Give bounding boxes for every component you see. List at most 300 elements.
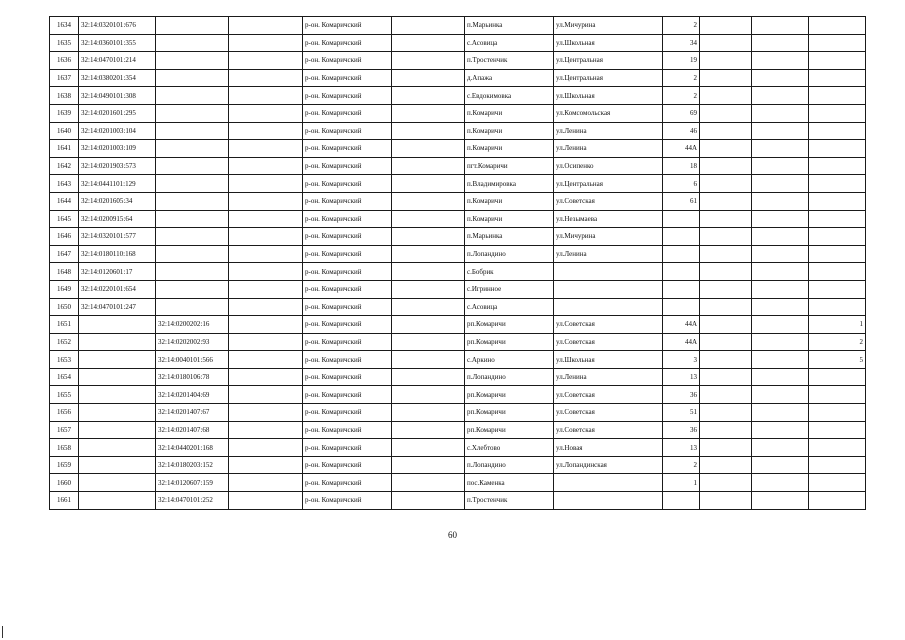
apartment-number-cell	[809, 368, 866, 386]
settlement-cell: п.Марьинка	[465, 228, 554, 246]
house-number-cell	[663, 298, 700, 316]
table-row	[50, 263, 866, 281]
street-cell: ул.Советская	[554, 333, 663, 351]
empty-cell	[752, 157, 809, 175]
empty-cell	[392, 263, 465, 281]
table-row	[50, 140, 866, 158]
cadastral-number-cell: 32:14:0320101:577	[79, 228, 156, 246]
row-number-cell: 1644	[50, 192, 79, 210]
empty-cell	[700, 368, 752, 386]
district-cell: р-он. Комаричский	[303, 474, 392, 492]
house-number-cell: 2	[663, 87, 700, 105]
empty-cell	[229, 34, 303, 52]
empty-cell	[700, 104, 752, 122]
house-number-cell	[663, 245, 700, 263]
table-row	[50, 228, 866, 246]
empty-cell	[392, 34, 465, 52]
table-row	[50, 439, 866, 457]
cadastral-number-cell: 32:14:0201605:34	[79, 192, 156, 210]
district-cell: р-он. Комаричский	[303, 333, 392, 351]
street-cell: ул.Ленина	[554, 245, 663, 263]
empty-cell	[700, 122, 752, 140]
empty-cell	[752, 492, 809, 510]
street-cell	[554, 298, 663, 316]
house-number-cell	[663, 280, 700, 298]
row-number-cell: 1638	[50, 87, 79, 105]
settlement-cell: рп.Комаричи	[465, 386, 554, 404]
house-number-cell: 46	[663, 122, 700, 140]
district-cell: р-он. Комаричский	[303, 263, 392, 281]
empty-cell	[392, 333, 465, 351]
house-number-cell: 36	[663, 421, 700, 439]
row-number-cell: 1648	[50, 263, 79, 281]
house-number-cell: 44А	[663, 333, 700, 351]
row-number-cell: 1646	[50, 228, 79, 246]
street-cell: ул.Центральная	[554, 175, 663, 193]
table-row	[50, 87, 866, 105]
property-register-table	[49, 16, 866, 510]
house-number-cell	[663, 263, 700, 281]
cadastral-number-alt-cell: 32:14:0180106:78	[156, 368, 229, 386]
street-cell: ул.Школьная	[554, 351, 663, 369]
row-number-cell: 1636	[50, 52, 79, 70]
empty-cell	[229, 351, 303, 369]
cadastral-number-alt-cell	[156, 280, 229, 298]
street-cell: ул.Ленина	[554, 140, 663, 158]
empty-cell	[752, 333, 809, 351]
empty-cell	[752, 386, 809, 404]
district-cell: р-он. Комаричский	[303, 140, 392, 158]
empty-cell	[700, 316, 752, 334]
empty-cell	[752, 52, 809, 70]
district-cell: р-он. Комаричский	[303, 368, 392, 386]
empty-cell	[752, 298, 809, 316]
apartment-number-cell	[809, 456, 866, 474]
empty-cell	[392, 52, 465, 70]
apartment-number-cell	[809, 386, 866, 404]
empty-cell	[752, 175, 809, 193]
empty-cell	[392, 439, 465, 457]
empty-cell	[700, 34, 752, 52]
empty-cell	[392, 69, 465, 87]
empty-cell	[392, 280, 465, 298]
empty-cell	[392, 17, 465, 35]
apartment-number-cell	[809, 87, 866, 105]
district-cell: р-он. Комаричский	[303, 17, 392, 35]
district-cell: р-он. Комаричский	[303, 122, 392, 140]
row-number-cell: 1635	[50, 34, 79, 52]
cadastral-number-cell	[79, 351, 156, 369]
empty-cell	[700, 157, 752, 175]
house-number-cell: 2	[663, 456, 700, 474]
settlement-cell: с.Игринное	[465, 280, 554, 298]
house-number-cell: 2	[663, 17, 700, 35]
empty-cell	[392, 122, 465, 140]
settlement-cell: п.Комаричи	[465, 210, 554, 228]
empty-cell	[752, 210, 809, 228]
table-row	[50, 368, 866, 386]
empty-cell	[229, 104, 303, 122]
cadastral-number-alt-cell	[156, 34, 229, 52]
settlement-cell: п.Лопандино	[465, 245, 554, 263]
settlement-cell: рп.Комаричи	[465, 421, 554, 439]
apartment-number-cell	[809, 298, 866, 316]
row-number-cell: 1634	[50, 17, 79, 35]
empty-cell	[392, 245, 465, 263]
street-cell: ул.Ленина	[554, 368, 663, 386]
house-number-cell: 2	[663, 69, 700, 87]
house-number-cell: 61	[663, 192, 700, 210]
empty-cell	[700, 228, 752, 246]
cadastral-number-alt-cell	[156, 104, 229, 122]
apartment-number-cell	[809, 228, 866, 246]
cadastral-number-alt-cell	[156, 87, 229, 105]
row-number-cell: 1651	[50, 316, 79, 334]
empty-cell	[752, 474, 809, 492]
cadastral-number-alt-cell: 32:14:0040101:566	[156, 351, 229, 369]
apartment-number-cell	[809, 52, 866, 70]
table-row	[50, 104, 866, 122]
empty-cell	[700, 456, 752, 474]
cadastral-number-alt-cell: 32:14:0202002:93	[156, 333, 229, 351]
district-cell: р-он. Комаричский	[303, 316, 392, 334]
street-cell: ул.Советская	[554, 386, 663, 404]
settlement-cell: с.Хлебтово	[465, 439, 554, 457]
empty-cell	[700, 298, 752, 316]
cadastral-number-cell	[79, 474, 156, 492]
house-number-cell: 44А	[663, 140, 700, 158]
table-row	[50, 386, 866, 404]
empty-cell	[229, 263, 303, 281]
settlement-cell: п.Тростенчик	[465, 52, 554, 70]
empty-cell	[229, 17, 303, 35]
apartment-number-cell	[809, 474, 866, 492]
empty-cell	[229, 368, 303, 386]
house-number-cell: 69	[663, 104, 700, 122]
empty-cell	[700, 69, 752, 87]
empty-cell	[229, 228, 303, 246]
empty-cell	[752, 228, 809, 246]
row-number-cell: 1637	[50, 69, 79, 87]
apartment-number-cell	[809, 210, 866, 228]
empty-cell	[229, 192, 303, 210]
empty-cell	[229, 386, 303, 404]
empty-cell	[229, 140, 303, 158]
settlement-cell: д.Апажа	[465, 69, 554, 87]
empty-cell	[752, 263, 809, 281]
settlement-cell: п.Комаричи	[465, 192, 554, 210]
row-number-cell: 1642	[50, 157, 79, 175]
district-cell: р-он. Комаричский	[303, 175, 392, 193]
cadastral-number-alt-cell: 32:14:0201407:68	[156, 421, 229, 439]
empty-cell	[752, 69, 809, 87]
street-cell: ул.Центральная	[554, 52, 663, 70]
street-cell	[554, 474, 663, 492]
empty-cell	[392, 456, 465, 474]
district-cell: р-он. Комаричский	[303, 69, 392, 87]
table-row	[50, 351, 866, 369]
table-row	[50, 34, 866, 52]
empty-cell	[752, 122, 809, 140]
settlement-cell: п.Комаричи	[465, 122, 554, 140]
cadastral-number-cell	[79, 316, 156, 334]
street-cell: ул.Новая	[554, 439, 663, 457]
apartment-number-cell	[809, 17, 866, 35]
empty-cell	[229, 404, 303, 422]
table-row	[50, 298, 866, 316]
street-cell: ул.Советская	[554, 316, 663, 334]
settlement-cell: с.Евдокимовка	[465, 87, 554, 105]
settlement-cell: с.Асовица	[465, 34, 554, 52]
district-cell: р-он. Комаричский	[303, 245, 392, 263]
row-number-cell: 1656	[50, 404, 79, 422]
row-number-cell: 1639	[50, 104, 79, 122]
cadastral-number-alt-cell: 32:14:0200202:16	[156, 316, 229, 334]
table-row	[50, 245, 866, 263]
apartment-number-cell	[809, 175, 866, 193]
street-cell	[554, 263, 663, 281]
cadastral-number-cell: 32:14:0180110:168	[79, 245, 156, 263]
empty-cell	[752, 245, 809, 263]
district-cell: р-он. Комаричский	[303, 228, 392, 246]
cadastral-number-cell: 32:14:0380201:354	[79, 69, 156, 87]
empty-cell	[229, 439, 303, 457]
district-cell: р-он. Комаричский	[303, 421, 392, 439]
table-row	[50, 192, 866, 210]
cadastral-number-alt-cell: 32:14:0440201:168	[156, 439, 229, 457]
empty-cell	[229, 175, 303, 193]
cadastral-number-cell: 32:14:0201903:573	[79, 157, 156, 175]
street-cell: ул.Ленина	[554, 122, 663, 140]
cadastral-number-alt-cell	[156, 69, 229, 87]
cadastral-number-alt-cell	[156, 263, 229, 281]
apartment-number-cell	[809, 404, 866, 422]
empty-cell	[752, 34, 809, 52]
row-number-cell: 1649	[50, 280, 79, 298]
empty-cell	[752, 316, 809, 334]
empty-cell	[752, 404, 809, 422]
settlement-cell: п.Комаричи	[465, 140, 554, 158]
table-body	[50, 17, 866, 510]
table-row	[50, 52, 866, 70]
empty-cell	[392, 87, 465, 105]
cadastral-number-cell	[79, 386, 156, 404]
empty-cell	[700, 333, 752, 351]
empty-cell	[752, 280, 809, 298]
row-number-cell: 1647	[50, 245, 79, 263]
street-cell: ул.Мичурина	[554, 17, 663, 35]
row-number-cell: 1645	[50, 210, 79, 228]
row-number-cell: 1659	[50, 456, 79, 474]
apartment-number-cell	[809, 245, 866, 263]
empty-cell	[700, 192, 752, 210]
empty-cell	[392, 210, 465, 228]
house-number-cell: 51	[663, 404, 700, 422]
empty-cell	[392, 351, 465, 369]
empty-cell	[700, 52, 752, 70]
empty-cell	[392, 192, 465, 210]
cadastral-number-alt-cell	[156, 17, 229, 35]
street-cell: ул.Школьная	[554, 34, 663, 52]
empty-cell	[229, 157, 303, 175]
empty-cell	[229, 245, 303, 263]
apartment-number-cell	[809, 157, 866, 175]
table-row	[50, 456, 866, 474]
empty-cell	[700, 140, 752, 158]
empty-cell	[752, 456, 809, 474]
house-number-cell	[663, 210, 700, 228]
empty-cell	[700, 421, 752, 439]
empty-cell	[392, 421, 465, 439]
settlement-cell: п.Владимировка	[465, 175, 554, 193]
empty-cell	[700, 263, 752, 281]
settlement-cell: рп.Комаричи	[465, 404, 554, 422]
street-cell: ул.Советская	[554, 404, 663, 422]
empty-cell	[700, 87, 752, 105]
cadastral-number-alt-cell: 32:14:0201407:67	[156, 404, 229, 422]
cadastral-number-cell	[79, 404, 156, 422]
empty-cell	[700, 280, 752, 298]
empty-cell	[700, 17, 752, 35]
empty-cell	[229, 280, 303, 298]
cadastral-number-alt-cell	[156, 140, 229, 158]
empty-cell	[229, 456, 303, 474]
settlement-cell: п.Марьинка	[465, 17, 554, 35]
cadastral-number-cell: 32:14:0320101:676	[79, 17, 156, 35]
district-cell: р-он. Комаричский	[303, 104, 392, 122]
street-cell: ул.Советская	[554, 421, 663, 439]
empty-cell	[700, 210, 752, 228]
empty-cell	[229, 52, 303, 70]
apartment-number-cell	[809, 34, 866, 52]
cadastral-number-alt-cell	[156, 192, 229, 210]
table-row	[50, 175, 866, 193]
empty-cell	[229, 298, 303, 316]
empty-cell	[392, 140, 465, 158]
cadastral-number-cell: 32:14:0470101:247	[79, 298, 156, 316]
house-number-cell: 19	[663, 52, 700, 70]
empty-cell	[229, 210, 303, 228]
row-number-cell: 1654	[50, 368, 79, 386]
apartment-number-cell	[809, 104, 866, 122]
street-cell	[554, 280, 663, 298]
table-row	[50, 69, 866, 87]
empty-cell	[392, 386, 465, 404]
cadastral-number-alt-cell	[156, 157, 229, 175]
house-number-cell: 36	[663, 386, 700, 404]
street-cell: ул.Мичурина	[554, 228, 663, 246]
row-number-cell: 1640	[50, 122, 79, 140]
district-cell: р-он. Комаричский	[303, 192, 392, 210]
empty-cell	[392, 228, 465, 246]
apartment-number-cell	[809, 69, 866, 87]
district-cell: р-он. Комаричский	[303, 404, 392, 422]
district-cell: р-он. Комаричский	[303, 87, 392, 105]
empty-cell	[392, 404, 465, 422]
street-cell: ул.Советская	[554, 192, 663, 210]
cadastral-number-cell	[79, 439, 156, 457]
street-cell: ул.Лопандинская	[554, 456, 663, 474]
empty-cell	[392, 316, 465, 334]
empty-cell	[700, 245, 752, 263]
cadastral-number-alt-cell	[156, 175, 229, 193]
settlement-cell: п.Лопандино	[465, 368, 554, 386]
district-cell: р-он. Комаричский	[303, 492, 392, 510]
empty-cell	[392, 298, 465, 316]
empty-cell	[752, 140, 809, 158]
empty-cell	[229, 421, 303, 439]
cadastral-number-alt-cell	[156, 122, 229, 140]
apartment-number-cell: 5	[809, 351, 866, 369]
empty-cell	[752, 192, 809, 210]
apartment-number-cell	[809, 140, 866, 158]
empty-cell	[229, 474, 303, 492]
house-number-cell: 13	[663, 368, 700, 386]
settlement-cell: пгт.Комаричи	[465, 157, 554, 175]
settlement-cell: с.Бобрик	[465, 263, 554, 281]
empty-cell	[392, 104, 465, 122]
table-row	[50, 404, 866, 422]
district-cell: р-он. Комаричский	[303, 34, 392, 52]
table-row	[50, 474, 866, 492]
row-number-cell: 1643	[50, 175, 79, 193]
cadastral-number-cell: 32:14:0490101:308	[79, 87, 156, 105]
settlement-cell: с.Асовица	[465, 298, 554, 316]
page-number: 60	[448, 530, 457, 540]
empty-cell	[229, 69, 303, 87]
district-cell: р-он. Комаричский	[303, 456, 392, 474]
house-number-cell: 18	[663, 157, 700, 175]
row-number-cell: 1652	[50, 333, 79, 351]
street-cell: ул.Центральная	[554, 69, 663, 87]
street-cell	[554, 492, 663, 510]
table-row	[50, 316, 866, 334]
street-cell: ул.Осипенко	[554, 157, 663, 175]
district-cell: р-он. Комаричский	[303, 52, 392, 70]
apartment-number-cell	[809, 492, 866, 510]
street-cell: ул.Школьная	[554, 87, 663, 105]
row-number-cell: 1641	[50, 140, 79, 158]
empty-cell	[229, 333, 303, 351]
table-row	[50, 421, 866, 439]
house-number-cell: 34	[663, 34, 700, 52]
cadastral-number-cell	[79, 421, 156, 439]
empty-cell	[752, 368, 809, 386]
house-number-cell: 13	[663, 439, 700, 457]
scan-edge-mark	[2, 626, 3, 638]
empty-cell	[700, 175, 752, 193]
cadastral-number-cell	[79, 333, 156, 351]
empty-cell	[700, 351, 752, 369]
district-cell: р-он. Комаричский	[303, 439, 392, 457]
district-cell: р-он. Комаричский	[303, 280, 392, 298]
empty-cell	[700, 492, 752, 510]
empty-cell	[392, 474, 465, 492]
row-number-cell: 1657	[50, 421, 79, 439]
empty-cell	[752, 104, 809, 122]
district-cell: р-он. Комаричский	[303, 157, 392, 175]
house-number-cell: 3	[663, 351, 700, 369]
table-row	[50, 333, 866, 351]
district-cell: р-он. Комаричский	[303, 351, 392, 369]
row-number-cell: 1658	[50, 439, 79, 457]
empty-cell	[229, 492, 303, 510]
house-number-cell: 1	[663, 474, 700, 492]
cadastral-number-cell: 32:14:0201003:109	[79, 140, 156, 158]
apartment-number-cell	[809, 421, 866, 439]
cadastral-number-cell: 32:14:0470101:214	[79, 52, 156, 70]
cadastral-number-cell	[79, 456, 156, 474]
